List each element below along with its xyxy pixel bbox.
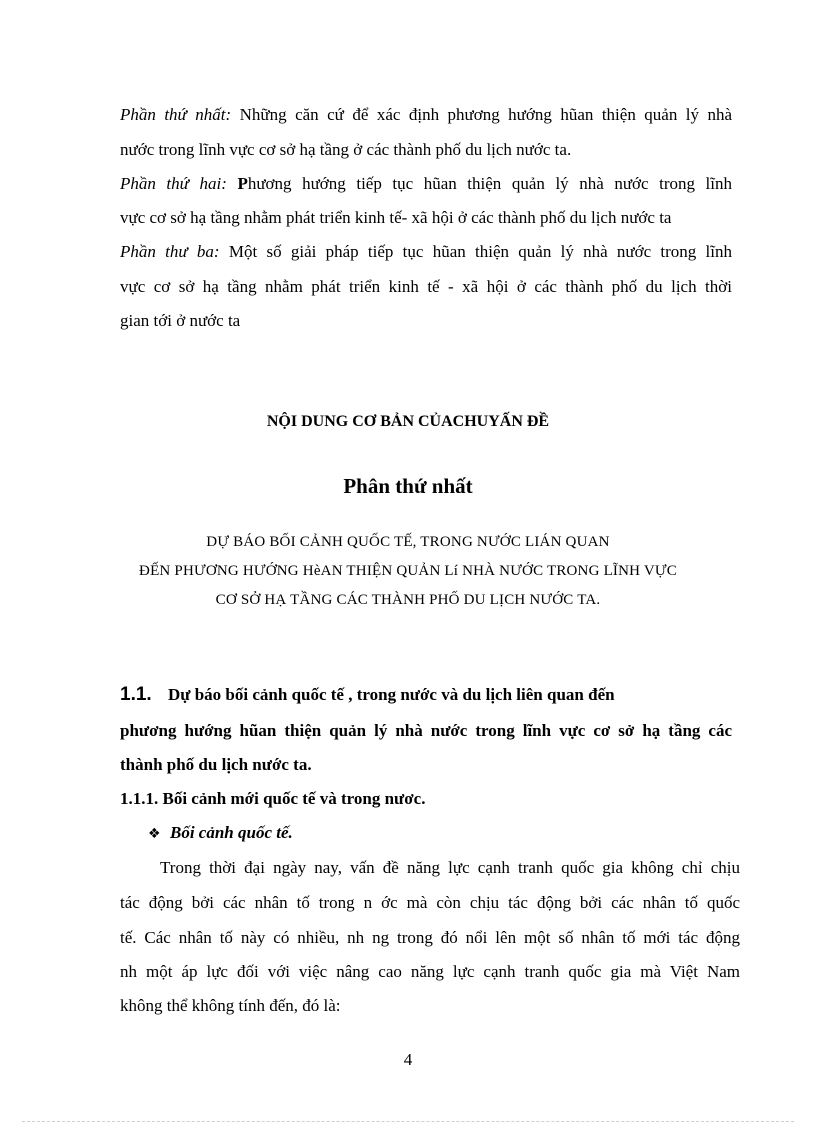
intro-part2-line2: vực cơ sở hạ tầng nhằm phát triển kinh tế- xã hội ở các thành phố du lịch nước ta <box>120 208 672 227</box>
diamond-bullet-icon: ❖ <box>148 826 161 842</box>
body-line5: không thể không tính đến, đó là: <box>120 996 341 1015</box>
page-number: 4 <box>403 1050 413 1069</box>
page-bottom-divider <box>22 1121 794 1122</box>
part1-text: Những căn cứ để xác định phương hướng hũan thiện quản lý nhà <box>239 105 732 124</box>
part3-text: Một số giải pháp tiếp tục hũan thiện quản lý nhà nước trong lĩnh <box>228 242 733 261</box>
subheading-line2: ĐẾN PHƯƠNG HƯỚNG HèAN THIỆN QUẢN Lí NHÀ NƯỚC TRONG LĨNH VỰC <box>139 563 677 579</box>
body-line4: nh một áp lực đối với việc nâng cao năng lực cạnh tranh quốc gia mà Việt Nam <box>120 962 740 981</box>
body-line2: tác động bởi các nhân tố trong n ớc mà còn chịu tác động bởi các nhân tố quốc <box>120 893 740 912</box>
section-title-line2: phương hướng hũan thiện quản lý nhà nước trong lĩnh vực cơ sở hạ tầng các <box>120 721 732 740</box>
intro-part2-line1 <box>120 173 732 195</box>
part2-text <box>237 174 732 193</box>
intro-part1-line1 <box>120 104 732 126</box>
bullet-item <box>148 822 760 845</box>
part-heading: Phân thứ nhất <box>343 474 473 498</box>
part1-label: Phần thứ nhất: <box>120 105 232 124</box>
intro-part3-line3: gian tới ở nước ta <box>120 311 241 330</box>
section-title-text: Dự báo bối cảnh quốc tế , trong nước và du lịch liên quan đến <box>168 685 615 704</box>
part3-label: Phần thư ba: <box>120 242 220 261</box>
subsection-title: 1.1.1. Bối cảnh mới quốc tế và trong nươc. <box>120 789 426 808</box>
section-title-line3: thành phố du lịch nước ta. <box>120 755 312 774</box>
body-line1: Trong thời đại ngày nay, vấn đề năng lực cạnh tranh quốc gia không chỉ chịu <box>160 858 740 877</box>
intro-part3-line1 <box>120 241 732 263</box>
intro-part1-line2: nước trong lĩnh vực cơ sở hạ tầng ở các thành phố du lịch nước ta. <box>120 140 572 159</box>
main-heading: NỘI DUNG CƠ BẢN CỦACHUYẤN ĐỀ <box>266 413 550 430</box>
part2-bold-initial: P <box>237 174 248 193</box>
intro-part3-line2: vực cơ sở hạ tầng nhằm phát triển kinh tế - xã hội ở các thành phố du lịch thời <box>120 277 732 296</box>
body-line3: tế. Các nhân tố này có nhiều, nh ng trong đó nổi lên một số nhân tố mới tác động <box>120 928 740 947</box>
part2-label: Phần thứ hai: <box>120 174 227 193</box>
section-title-line1 <box>120 684 732 706</box>
part2-text-rest: hương hướng tiếp tục hũan thiện quản lý nhà nước trong lĩnh <box>247 174 733 193</box>
section-number: 1.1. <box>120 684 152 705</box>
subheading-line1: DỰ BÁO BỐI CẢNH QUỐC TẾ, TRONG NƯỚC LIÁN QUAN <box>206 534 610 550</box>
subheading-line3: CƠ SỞ HẠ TẦNG CÁC THÀNH PHỐ DU LỊCH NƯỚC TA. <box>215 592 601 608</box>
bullet-text: Bối cảnh quốc tế. <box>170 823 293 842</box>
